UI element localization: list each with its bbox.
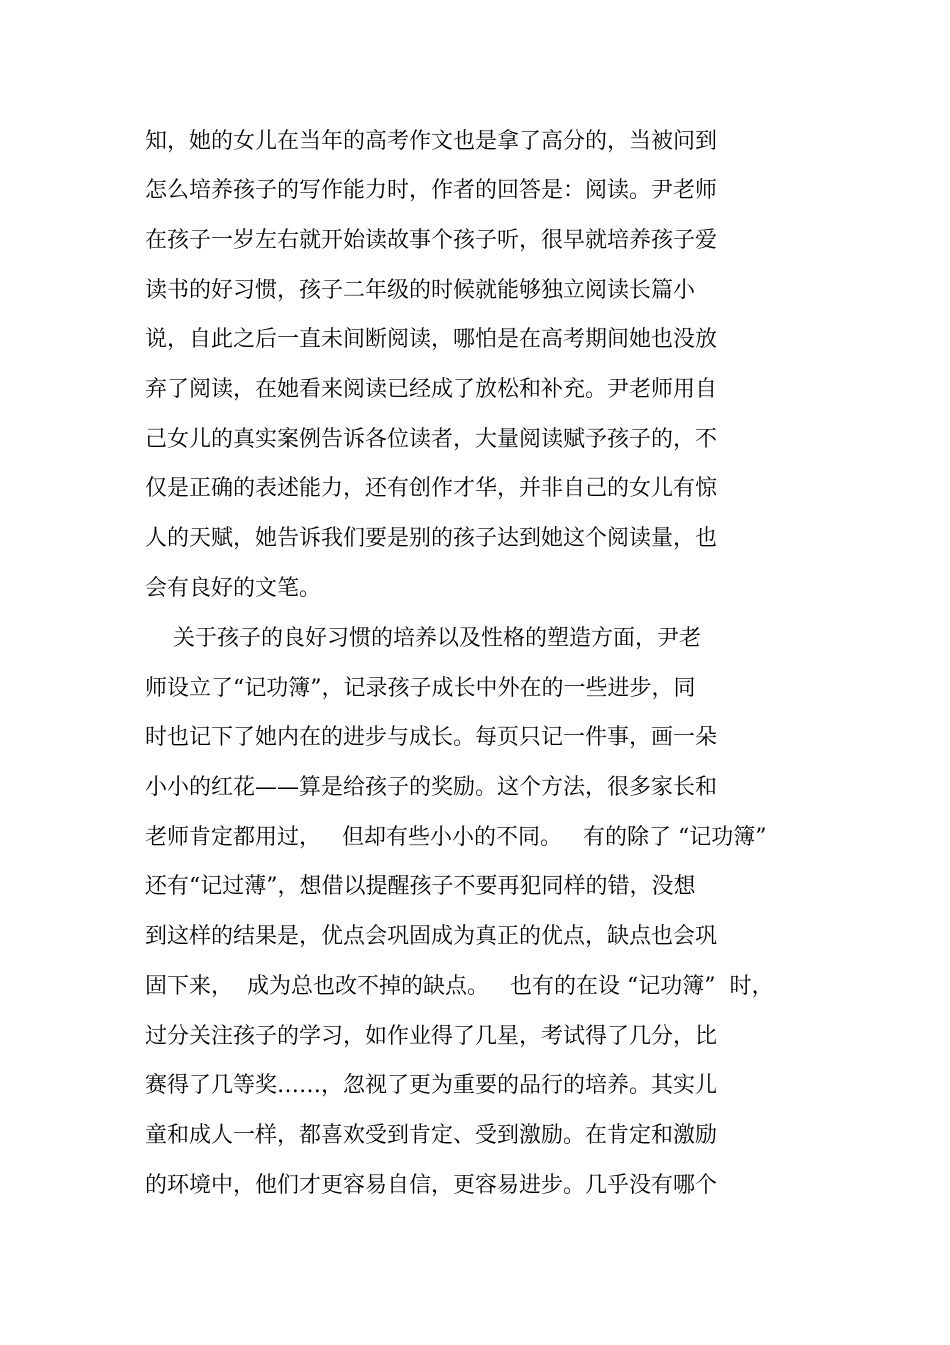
text-line: 己女儿的真实案例告诉各位读者，大量阅读赋予孩子的，不: [145, 427, 718, 452]
paragraph-start-line: 关于孩子的良好习惯的培养以及性格的塑造方面，尹老: [145, 626, 701, 651]
text-line: 仅是正确的表述能力，还有创作才华，并非自己的女儿有惊: [145, 476, 718, 501]
text-line: 到这样的结果是，优点会巩固成为真正的优点，缺点也会巩: [145, 924, 718, 949]
text-line: 过分关注孩子的学习，如作业得了几星，考试得了几分，比: [145, 1024, 718, 1049]
text-line: 怎么培养孩子的写作能力时，作者的回答是：阅读。尹老师: [145, 178, 718, 203]
text-line: 老师肯定都用过， 但却有些小小的不同。 有的除了 “记功簿”: [145, 825, 767, 850]
text-line: 师设立了“记功簿”，记录孩子成长中外在的一些进步，同: [145, 676, 696, 701]
text-line: 小小的红花——算是给孩子的奖励。这个方法，很多家长和: [145, 775, 718, 800]
text-line: 赛得了几等奖……，忽视了更为重要的品行的培养。其实儿: [145, 1073, 718, 1098]
text-line: 童和成人一样，都喜欢受到肯定、受到激励。在肯定和激励: [145, 1123, 718, 1148]
text-line: 会有良好的文笔。: [145, 576, 322, 601]
text-line: 读书的好习惯，孩子二年级的时候就能够独立阅读长篇小: [145, 278, 696, 303]
text-line: 固下来， 成为总也改不掉的缺点。 也有的在设 “记功簿” 时，: [145, 974, 774, 999]
text-line: 还有“记过薄”，想借以提醒孩子不要再犯同样的错，没想: [145, 874, 696, 899]
text-line: 说，自此之后一直未间断阅读，哪怕是在高考期间她也没放: [145, 327, 718, 352]
text-line: 弃了阅读，在她看来阅读已经成了放松和补充。尹老师用自: [145, 377, 718, 402]
text-line: 在孩子一岁左右就开始读故事个孩子听，很早就培养孩子爱: [145, 228, 718, 253]
text-line: 知，她的女儿在当年的高考作文也是拿了高分的，当被问到: [145, 129, 718, 154]
text-line: 的环境中，他们才更容易自信，更容易进步。几乎没有哪个: [145, 1173, 718, 1198]
text-line: 时也记下了她内在的进步与成长。每页只记一件事，画一朵: [145, 725, 718, 750]
text-line: 人的天赋，她告诉我们要是别的孩子达到她这个阅读量，也: [145, 526, 718, 551]
